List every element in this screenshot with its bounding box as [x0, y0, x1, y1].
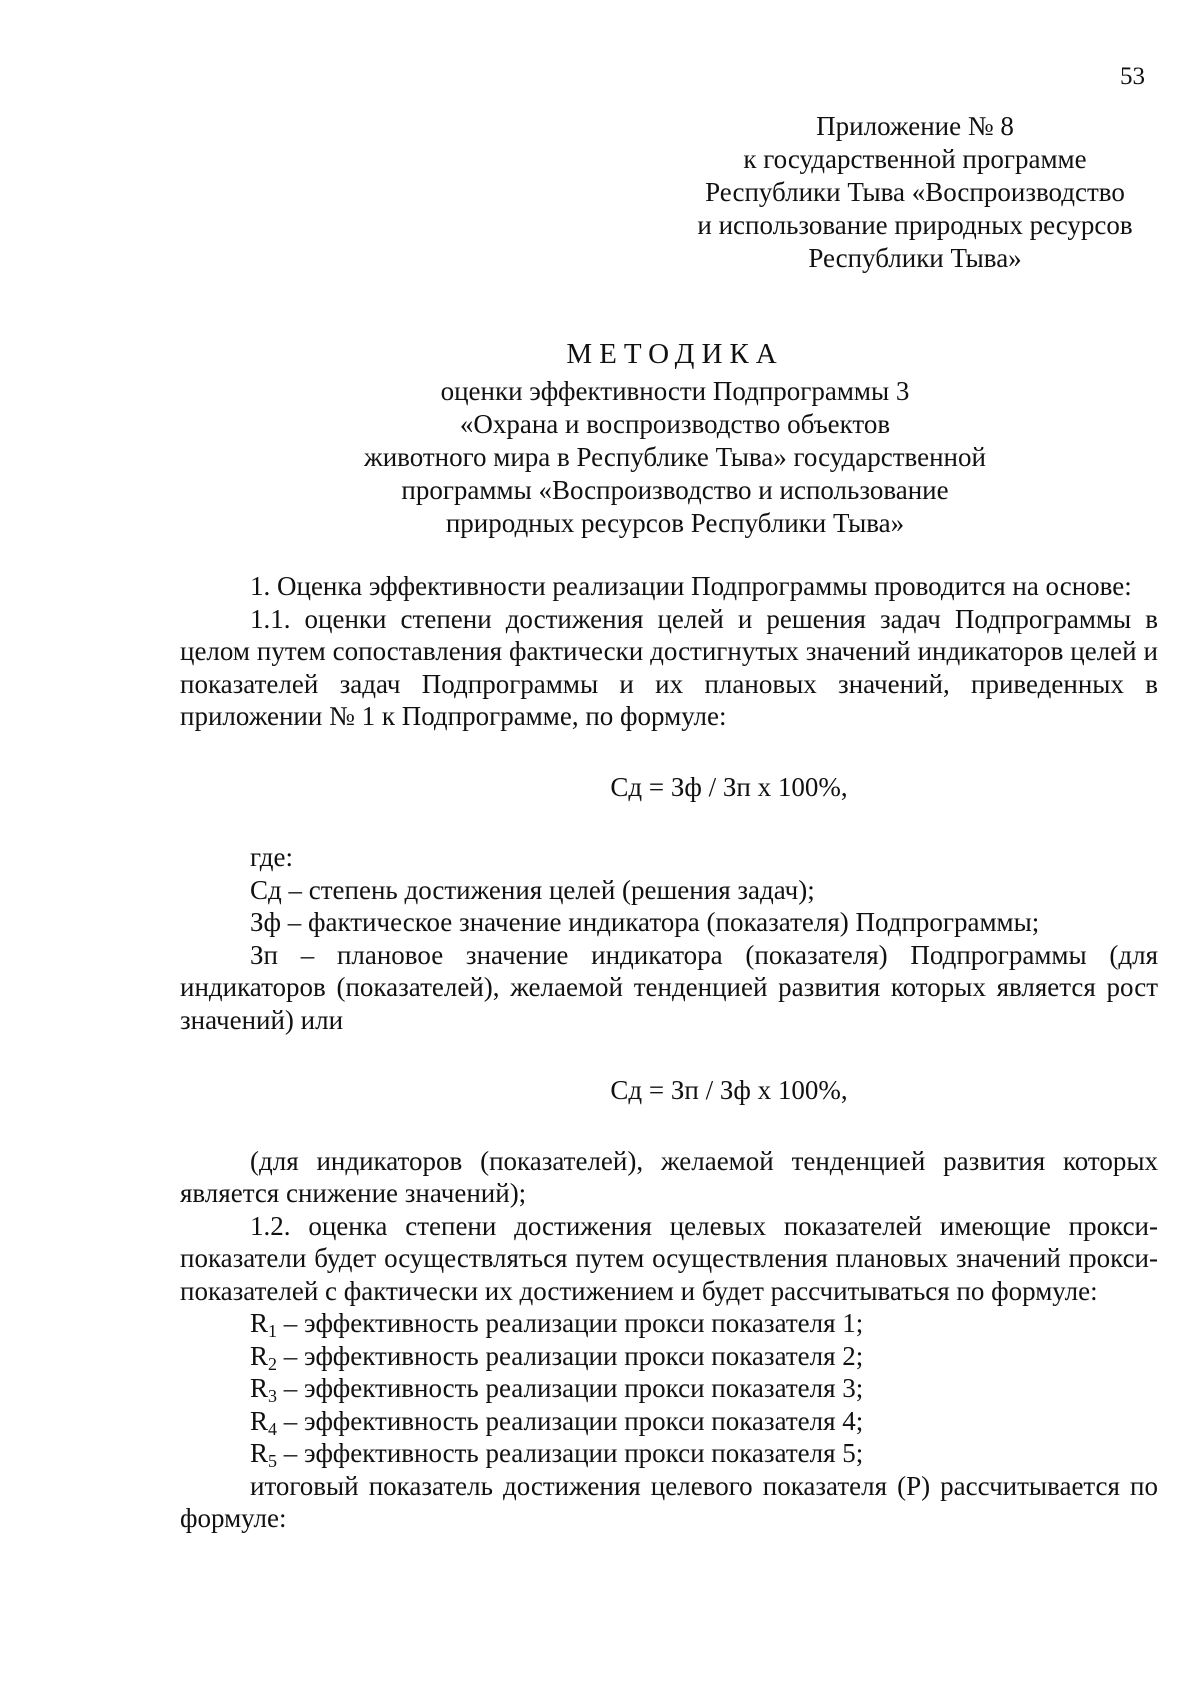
document-title [250, 338, 1100, 540]
r-item [180, 1405, 1158, 1438]
r-index: 4 [268, 1418, 278, 1439]
r-index: 5 [268, 1451, 278, 1471]
r-index: 1 [268, 1321, 278, 1341]
definition-zf: Зф – фактическое значение индикатора (показателя) Подпрограммы; [250, 907, 1040, 937]
title-line: программы «Воспроизводство и использование [401, 475, 949, 505]
definition-zp: Зп – плановое значение индикатора (показателя) Подпрограммы (для индикаторов (показателей), желаемой тенденцией развития которых является рост значений) или [180, 939, 1158, 1035]
paragraph-1-2: 1.2. оценка степени достижения целевых показателей имеющие прокси-показатели будет осуществляться путем осуществления плановых значений прокси-показателей с фактически их достижением и будет рассчитываться по формуле: [180, 1210, 1158, 1306]
r-item [180, 1372, 1158, 1405]
definition-sd: Сд – степень достижения целей (решения задач); [250, 874, 815, 905]
appendix-heading [690, 110, 1140, 275]
appendix-line: Республики Тыва» [808, 243, 1022, 273]
r-symbol: R [250, 1405, 269, 1436]
r-symbol: R [250, 1340, 269, 1371]
r-item [180, 1437, 1158, 1470]
formula-2-note: (для индикаторов (показателей), желаемой тенденцией развития которых является снижение значений); [180, 1145, 1158, 1208]
r-item [180, 1307, 1158, 1340]
formula-1: Сд = Зф / Зп х 100%, [610, 771, 848, 802]
title-line: «Охрана и воспроизводство объектов [459, 409, 891, 439]
title-line: животного мира в Республике Тыва» государственной [364, 442, 986, 472]
r-text: – эффективность реализации прокси показателя 2; [277, 1340, 864, 1371]
r-symbol: R [250, 1308, 269, 1338]
appendix-line: и использование природных ресурсов [697, 210, 1133, 240]
paragraph-1-1: 1.1. оценки степени достижения целей и решения задач Подпрограммы в целом путем сопоставления фактически достигнутых значений индикаторов целей и показателей задач Подпрограммы и их плановых значений, приведенных в приложении № 1 к Подпрограмме, по формуле: [180, 603, 1158, 731]
document-body [180, 570, 1158, 1535]
r-index: 2 [268, 1353, 278, 1374]
appendix-line: Республики Тыва «Воспроизводство [705, 177, 1125, 207]
title-line: оценки эффективности Подпрограммы 3 [440, 376, 910, 406]
r-index: 3 [268, 1386, 278, 1406]
title-line: природных ресурсов Республики Тыва» [445, 508, 905, 538]
r-text: – эффективность реализации прокси показателя 3; [277, 1373, 864, 1403]
r-symbol: R [250, 1438, 269, 1468]
main-title: МЕТОДИКА [566, 338, 784, 370]
r-text: – эффективность реализации прокси показателя 4; [277, 1405, 864, 1436]
paragraph-1: 1. Оценка эффективности реализации Подпрограммы проводится на основе: [250, 571, 1132, 601]
formula-2: Сд = Зп / Зф х 100%, [610, 1075, 848, 1105]
r-text: – эффективность реализации прокси показателя 5; [277, 1438, 864, 1468]
r-item [180, 1340, 1158, 1373]
r-text: – эффективность реализации прокси показателя 1; [277, 1308, 864, 1338]
page-number: 53 [1120, 63, 1145, 90]
r-symbol: R [250, 1373, 269, 1403]
appendix-line: Приложение № 8 [816, 111, 1014, 141]
final-paragraph: итоговый показатель достижения целевого показателя (Р) рассчитывается по формуле: [180, 1470, 1158, 1533]
where-label: где: [250, 842, 293, 872]
appendix-line: к государственной программе [743, 144, 1087, 174]
